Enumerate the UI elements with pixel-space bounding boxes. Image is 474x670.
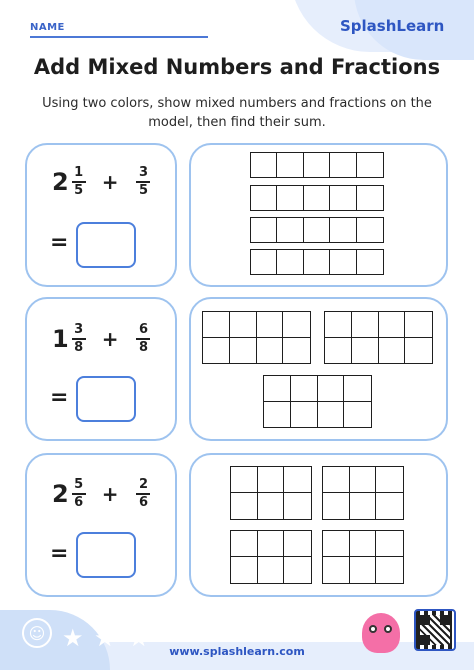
grid-cell[interactable] xyxy=(231,557,258,583)
grid-cell[interactable] xyxy=(323,531,350,557)
grid-cell[interactable] xyxy=(203,312,230,338)
grid-cell[interactable] xyxy=(344,376,371,402)
footer-url[interactable]: www.splashlearn.com xyxy=(169,645,305,658)
grid-cell[interactable] xyxy=(277,250,303,274)
qr-pattern-icon xyxy=(420,615,450,645)
numerator: 3 xyxy=(74,322,84,337)
grid-cell[interactable] xyxy=(323,493,350,519)
grid-cell[interactable] xyxy=(357,250,383,274)
numerator: 1 xyxy=(74,165,84,180)
equals-sign: = xyxy=(50,541,69,566)
grid-cell[interactable] xyxy=(283,312,310,338)
brand-logo: SplashLearn xyxy=(340,17,445,35)
grid-cell[interactable] xyxy=(257,338,284,364)
fraction-2 xyxy=(136,166,150,198)
grid-cell[interactable] xyxy=(350,531,377,557)
grid-cell[interactable] xyxy=(304,186,330,210)
expression-1 xyxy=(52,162,150,202)
fraction-2 xyxy=(136,478,150,510)
expression-3 xyxy=(52,474,150,514)
grid-cell[interactable] xyxy=(257,312,284,338)
grid-cell[interactable] xyxy=(357,153,383,177)
numerator: 2 xyxy=(138,477,148,492)
grid-cell[interactable] xyxy=(330,250,356,274)
expression-2 xyxy=(52,319,150,359)
equals-sign: = xyxy=(50,385,69,410)
fraction-2 xyxy=(136,323,150,355)
grid-cell[interactable] xyxy=(304,250,330,274)
grid-cell[interactable] xyxy=(379,338,406,364)
grid-cell[interactable] xyxy=(203,338,230,364)
fraction-grid xyxy=(263,375,372,428)
numerator: 6 xyxy=(138,322,148,337)
star-icon: ★ xyxy=(128,624,150,652)
grid-cell[interactable] xyxy=(251,250,277,274)
mascot-eye-icon xyxy=(384,625,392,633)
fraction-grid xyxy=(230,530,312,584)
grid-cell[interactable] xyxy=(258,467,285,493)
grid-cell[interactable] xyxy=(284,531,311,557)
fraction-1 xyxy=(72,166,86,198)
grid-cell[interactable] xyxy=(251,218,277,242)
fraction-1 xyxy=(72,323,86,355)
grid-cell[interactable] xyxy=(231,531,258,557)
grid-cell[interactable] xyxy=(357,218,383,242)
grid-cell[interactable] xyxy=(283,338,310,364)
grid-cell[interactable] xyxy=(357,186,383,210)
denominator: 8 xyxy=(138,340,148,355)
answer-box-2[interactable] xyxy=(76,376,136,422)
plus-sign: + xyxy=(101,482,119,506)
denominator: 5 xyxy=(74,183,84,198)
mascot-icon xyxy=(362,613,400,653)
grid-cell[interactable] xyxy=(325,338,352,364)
answer-box-1[interactable] xyxy=(76,222,136,268)
whole-number: 2 xyxy=(52,480,69,508)
star-icon: ★ xyxy=(94,624,116,652)
fraction-1 xyxy=(72,478,86,510)
grid-cell[interactable] xyxy=(304,153,330,177)
grid-cell[interactable] xyxy=(231,493,258,519)
grid-cell[interactable] xyxy=(323,557,350,583)
grid-cell[interactable] xyxy=(231,467,258,493)
grid-cell[interactable] xyxy=(352,338,379,364)
grid-cell[interactable] xyxy=(258,531,285,557)
denominator: 5 xyxy=(138,183,148,198)
denominator: 8 xyxy=(74,340,84,355)
grid-cell[interactable] xyxy=(277,218,303,242)
grid-cell[interactable] xyxy=(318,376,345,402)
grid-cell[interactable] xyxy=(350,557,377,583)
fraction-grid xyxy=(202,311,311,364)
smiley-icon: ☺ xyxy=(22,618,52,648)
plus-sign: + xyxy=(101,327,119,351)
grid-cell[interactable] xyxy=(251,153,277,177)
grid-cell[interactable] xyxy=(230,312,257,338)
grid-cell[interactable] xyxy=(258,493,285,519)
grid-cell[interactable] xyxy=(264,376,291,402)
mascot-eye-icon xyxy=(369,625,377,633)
grid-cell[interactable] xyxy=(284,467,311,493)
fraction-strip xyxy=(250,185,384,211)
grid-cell[interactable] xyxy=(284,557,311,583)
grid-cell[interactable] xyxy=(330,186,356,210)
grid-cell[interactable] xyxy=(376,557,403,583)
denominator: 6 xyxy=(138,495,148,510)
grid-cell[interactable] xyxy=(376,493,403,519)
grid-cell[interactable] xyxy=(330,153,356,177)
fraction-grid xyxy=(322,466,404,520)
grid-cell[interactable] xyxy=(352,312,379,338)
grid-cell[interactable] xyxy=(291,402,318,428)
whole-number: 2 xyxy=(52,168,69,196)
star-icon: ★ xyxy=(62,624,84,652)
grid-cell[interactable] xyxy=(330,218,356,242)
instructions: Using two colors, show mixed numbers and fractions on the model, then find their sum. xyxy=(42,96,432,130)
grid-cell[interactable] xyxy=(344,402,371,428)
fraction-strip xyxy=(250,249,384,275)
name-line xyxy=(30,36,208,38)
grid-cell[interactable] xyxy=(277,186,303,210)
denominator: 6 xyxy=(74,495,84,510)
grid-cell[interactable] xyxy=(350,493,377,519)
whole-number: 1 xyxy=(52,325,69,353)
fraction-strip xyxy=(250,152,384,178)
answer-box-3[interactable] xyxy=(76,532,136,578)
grid-cell[interactable] xyxy=(376,531,403,557)
numerator: 3 xyxy=(138,165,148,180)
grid-cell[interactable] xyxy=(277,153,303,177)
grid-cell[interactable] xyxy=(304,218,330,242)
grid-cell[interactable] xyxy=(376,467,403,493)
grid-cell[interactable] xyxy=(405,312,432,338)
grid-cell[interactable] xyxy=(284,493,311,519)
numerator: 5 xyxy=(74,477,84,492)
grid-cell[interactable] xyxy=(251,186,277,210)
grid-cell[interactable] xyxy=(325,312,352,338)
grid-cell[interactable] xyxy=(291,376,318,402)
grid-cell[interactable] xyxy=(230,338,257,364)
grid-cell[interactable] xyxy=(350,467,377,493)
fraction-grid xyxy=(324,311,433,364)
plus-sign: + xyxy=(101,170,119,194)
worksheet-title: Add Mixed Numbers and Fractions xyxy=(33,55,441,79)
grid-cell[interactable] xyxy=(379,312,406,338)
grid-cell[interactable] xyxy=(318,402,345,428)
name-label: NAME xyxy=(30,22,65,33)
model-card-3 xyxy=(189,453,448,597)
fraction-strip xyxy=(250,217,384,243)
grid-cell[interactable] xyxy=(405,338,432,364)
grid-cell[interactable] xyxy=(323,467,350,493)
grid-cell[interactable] xyxy=(258,557,285,583)
fraction-grid xyxy=(230,466,312,520)
equals-sign: = xyxy=(50,230,69,255)
grid-cell[interactable] xyxy=(264,402,291,428)
fraction-grid xyxy=(322,530,404,584)
